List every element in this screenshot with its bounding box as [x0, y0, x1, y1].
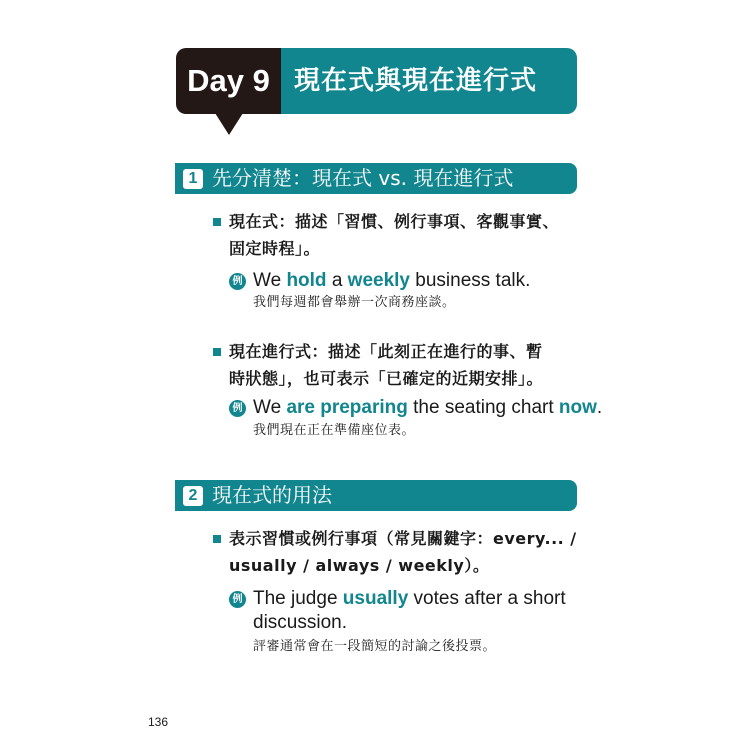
point-line: 固定時程」。: [229, 239, 321, 258]
section-2-number: 2: [183, 486, 203, 506]
example-translation: 我們每週都會舉辦一次商務座談。: [253, 295, 456, 310]
speech-pointer: [215, 113, 243, 135]
point-line: usually / always / weekly）。: [229, 556, 490, 575]
example-sentence: The judge usually votes after a short: [253, 588, 566, 609]
example-translation: 我們現在正在準備座位表。: [253, 423, 416, 438]
bullet-square: [213, 348, 221, 356]
example-sentence: We hold a weekly business talk.: [253, 270, 531, 291]
day-label: Day 9: [187, 63, 270, 98]
bullet-square: [213, 535, 221, 543]
example-sentence-continued: discussion.: [253, 612, 347, 633]
example-icon: 例: [229, 591, 246, 608]
page-title: 現在式與現在進行式: [294, 66, 538, 96]
point-line: 現在式：描述「習慣、例行事項、客觀事實、: [229, 212, 560, 231]
page-number: 136: [148, 715, 169, 729]
example-icon: 例: [229, 273, 246, 290]
section-2-title: 現在式的用法: [212, 483, 332, 507]
section-1-title: 先分清楚：現在式 vs. 現在進行式: [212, 166, 514, 190]
example-icon: 例: [229, 400, 246, 417]
bullet-square: [213, 218, 221, 226]
section-1-number: 1: [183, 169, 203, 189]
example-translation: 評審通常會在一段簡短的討論之後投票。: [253, 639, 497, 654]
point-line: 現在進行式：描述「此刻正在進行的事、暫: [229, 342, 543, 361]
point-line: 時狀態」，也可表示「已確定的近期安排」。: [229, 369, 544, 388]
point-line: 表示習慣或例行事項（常見關鍵字：every... /: [229, 529, 577, 548]
example-sentence: We are preparing the seating chart now.: [253, 397, 603, 418]
